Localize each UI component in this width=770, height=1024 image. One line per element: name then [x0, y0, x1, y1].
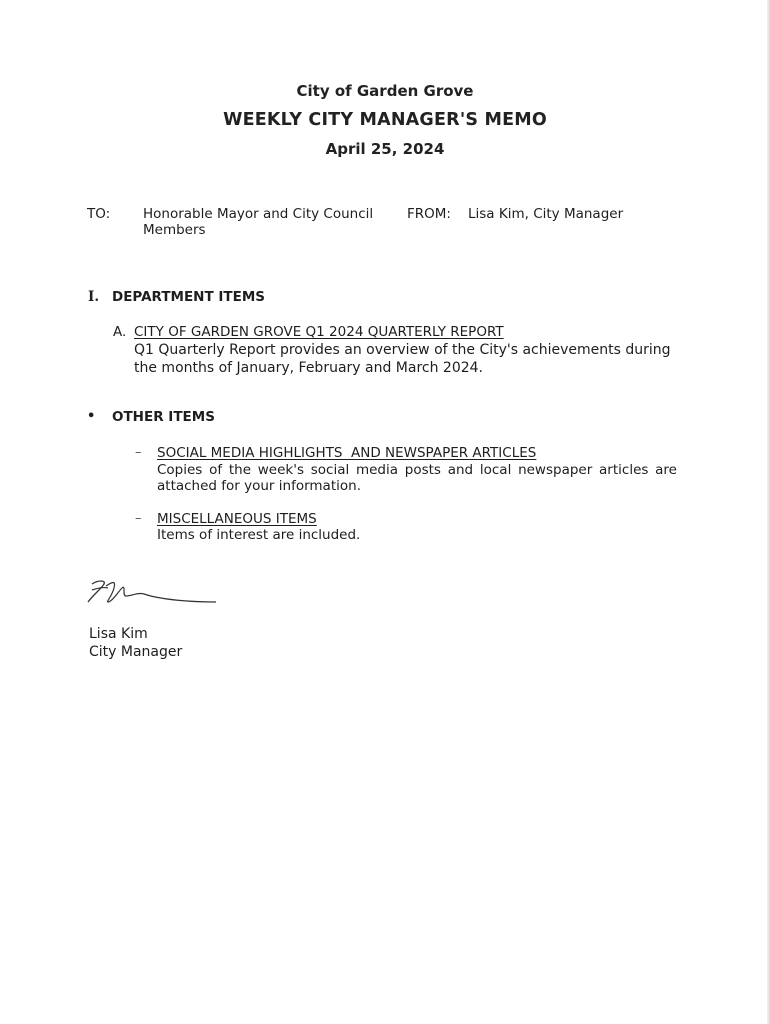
signatory-name: Lisa Kim — [89, 626, 148, 642]
quarterly-report-description: Q1 Quarterly Report provides an overview of the City's achievements during the months of January, February and March 2024. — [134, 342, 671, 376]
section-1-title: DEPARTMENT ITEMS — [112, 289, 266, 305]
quarterly-report-title: CITY OF GARDEN GROVE Q1 2024 QUARTERLY REPORT — [134, 324, 504, 340]
dash-icon: – — [135, 445, 142, 460]
handwritten-signature — [82, 572, 222, 614]
section-2-title: OTHER ITEMS — [112, 409, 215, 425]
item-a-letter: A. — [113, 324, 127, 340]
section-1-number: I. — [88, 289, 100, 305]
signatory-title: City Manager — [89, 644, 183, 660]
bullet-icon: • — [87, 409, 96, 424]
miscellaneous-description: Items of interest are included. — [157, 527, 361, 543]
memo-title: WEEKLY CITY MANAGER'S MEMO — [223, 110, 547, 130]
from-label: FROM: — [407, 206, 451, 222]
from-sender: Lisa Kim, City Manager — [468, 206, 624, 222]
to-recipient: Honorable Mayor and City Council Members — [143, 206, 374, 238]
dash-icon: – — [135, 511, 142, 526]
social-media-description: Copies of the week's social media posts and local newspaper articles are attached for your information. — [157, 462, 677, 494]
miscellaneous-title: MISCELLANEOUS ITEMS — [157, 511, 317, 527]
to-label: TO: — [87, 206, 111, 222]
social-media-title: SOCIAL MEDIA HIGHLIGHTS AND NEWSPAPER ARTICLES — [157, 445, 537, 461]
organization-name: City of Garden Grove — [296, 82, 474, 100]
memo-date: April 25, 2024 — [325, 140, 445, 158]
